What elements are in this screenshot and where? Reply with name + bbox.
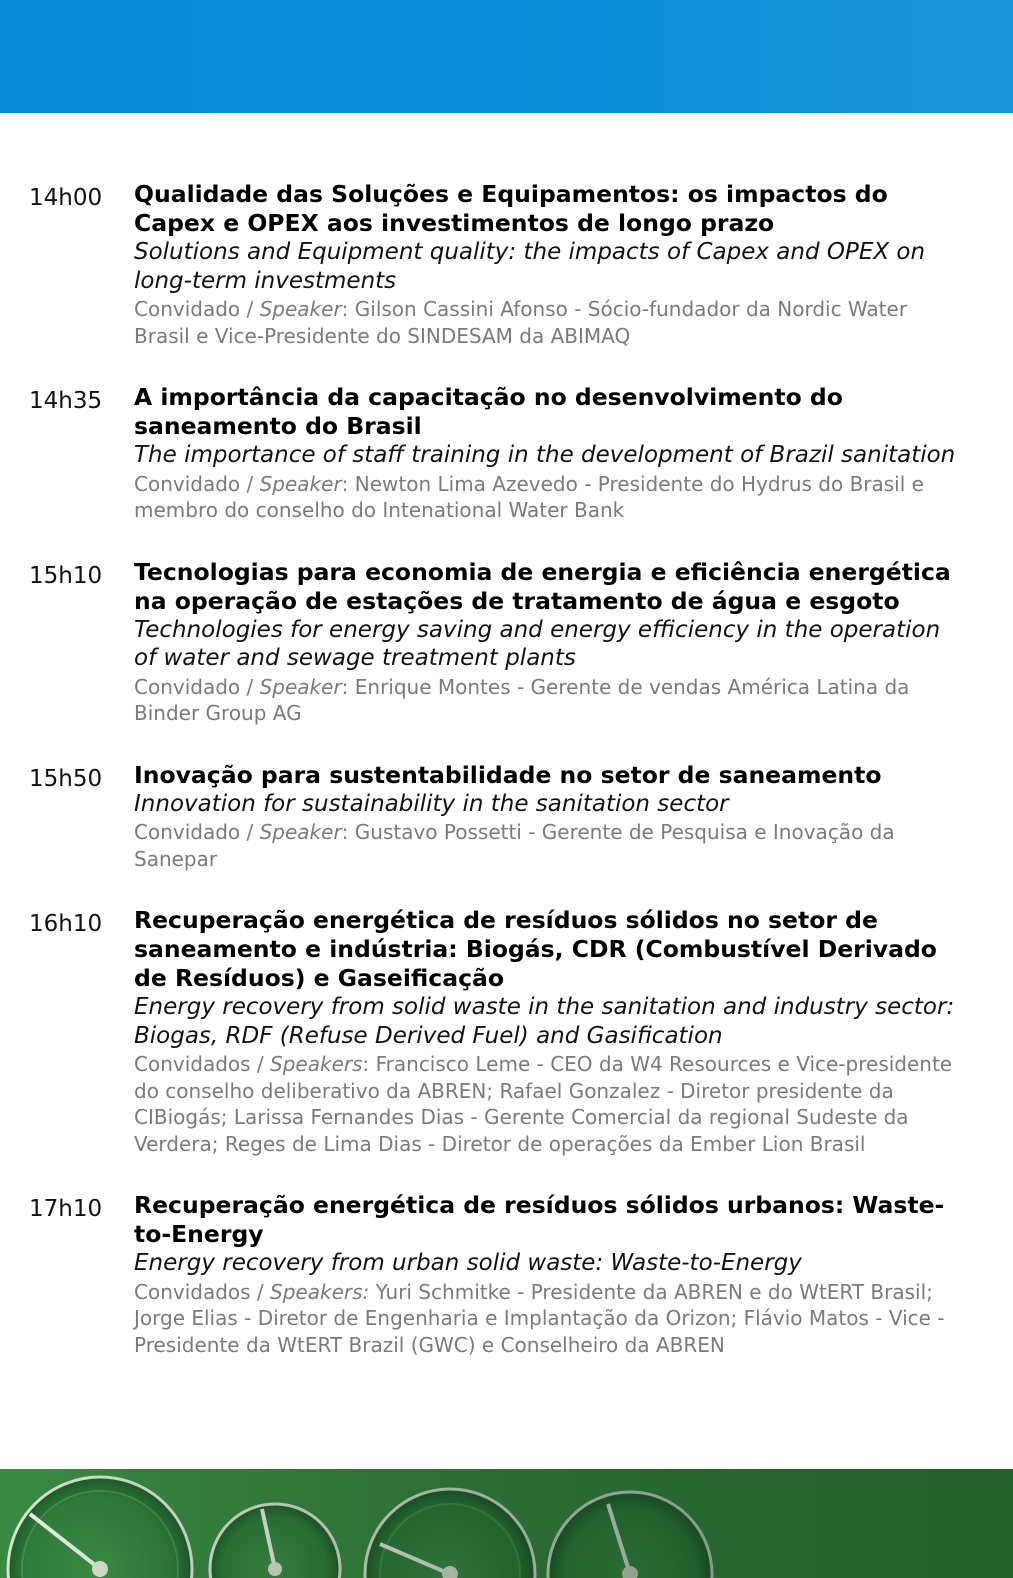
- session-title-en: Innovation for sustainability in the sanitation sector: [134, 790, 729, 817]
- speaker-label-en: Speaker: [259, 674, 342, 699]
- speaker-label-en: Speaker: [259, 471, 342, 496]
- treatment-tanks-illustration: [0, 1469, 1013, 1578]
- speaker-label-en: Speaker: [259, 820, 342, 844]
- session-speakers: [134, 1051, 969, 1157]
- speaker-label-pt: Convidado: [134, 820, 241, 844]
- session-title-pt: A importância da capacitação no desenvolvimento do saneamento do Brasil: [134, 383, 843, 440]
- speaker-label-sep: /: [250, 1052, 271, 1076]
- session-title-pt: Inovação para sustentabilidade no setor de saneamento: [134, 760, 882, 789]
- session-item: [0, 558, 1013, 727]
- speaker-label-en: Speaker: [259, 297, 342, 321]
- speaker-label-pt: Convidado: [134, 471, 241, 496]
- speaker-names: : Newton Lima Azevedo - Presidente do Hydrus do Brasil e membro do conselho do Intenational Water Bank: [134, 471, 924, 522]
- session-title-pt: Qualidade das Soluções e Equipamentos: os impactos do Capex e OPEX aos investimentos de longo prazo: [134, 180, 888, 237]
- session-title-en: Solutions and Equipment quality: the impacts of Capex and OPEX on long-term investments: [134, 239, 926, 294]
- speaker-label-en: Speakers:: [270, 1279, 370, 1304]
- session-title-pt: Recuperação energética de resíduos sólidos no setor de saneamento e indústria: Biogás, CDR (Combustível Derivado de Resíduos) e Gaseificação: [134, 906, 937, 992]
- session-content: [134, 180, 969, 349]
- speaker-names: Yuri Schmitke - Presidente da ABREN e do WtERT Brasil; Jorge Elias - Diretor de Engenharia e Implantação da Orizon; Flávio Matos - Vice -Presidente da WtERT Brazil (GWC) e Conselheiro da ABREN: [134, 1279, 945, 1357]
- session-content: [134, 761, 969, 873]
- speaker-label-en: Speakers: [270, 1052, 363, 1076]
- speaker-label-sep: /: [250, 1279, 271, 1304]
- session-time: 15h10: [29, 562, 103, 589]
- session-speakers: [134, 471, 969, 524]
- session-time: 17h10: [29, 1196, 103, 1222]
- speaker-label-pt: Convidados: [134, 1052, 251, 1076]
- speaker-label-sep: /: [240, 297, 260, 321]
- session-time: 14h35: [29, 388, 103, 414]
- speaker-label-pt: Convidado: [134, 297, 241, 321]
- session-title-en: The importance of staff training in the development of Brazil sanitation: [134, 442, 956, 468]
- speaker-names: : Enrique Montes - Gerente de vendas América Latina da Binder Group AG: [134, 674, 910, 725]
- session-title-pt: Recuperação energética de resíduos sólidos urbanos: Waste-to-Energy: [134, 1191, 945, 1248]
- session-item: [0, 906, 1013, 1157]
- session-speakers: [134, 674, 969, 727]
- speaker-label-sep: /: [240, 674, 260, 699]
- speaker-label-pt: Convidados: [134, 1279, 251, 1304]
- session-title-en: Energy recovery from urban solid waste: Waste-to-Energy: [134, 1250, 802, 1276]
- session-content: [134, 906, 969, 1157]
- session-title-en: Energy recovery from solid waste in the sanitation and industry sector: Biogas, RDF (Refuse Derived Fuel) and Gasification: [134, 994, 955, 1049]
- header-banner: [0, 0, 1013, 113]
- session-time: 14h00: [29, 185, 103, 211]
- session-item: [0, 761, 1013, 873]
- footer-treatment-plant-image: [0, 1469, 1013, 1578]
- session-speakers: [134, 296, 969, 349]
- session-speakers: [134, 819, 969, 872]
- session-time: 16h10: [29, 911, 103, 937]
- speaker-names: : Gustavo Possetti - Gerente de Pesquisa e Inovação da Sanepar: [134, 820, 895, 871]
- speaker-label-sep: /: [240, 820, 260, 844]
- session-speakers: [134, 1279, 969, 1359]
- session-item: [0, 1191, 1013, 1358]
- speaker-label-sep: /: [240, 471, 260, 496]
- speaker-names: : Gilson Cassini Afonso - Sócio-fundador da Nordic Water Brasil e Vice-Presidente do SINDESAM da ABIMAQ: [134, 297, 908, 348]
- session-title-pt: Tecnologias para economia de energia e eficiência energética na operação de estações de tratamento de água e esgoto: [134, 557, 951, 615]
- session-title-en: Technologies for energy saving and energy efficiency in the operation of water and sewage treatment plants: [134, 616, 941, 671]
- speaker-names: : Francisco Leme - CEO da W4 Resources e Vice-presidente do conselho deliberativo da ABREN; Rafael Gonzalez - Diretor presidente da CIBiogás; Larissa Fernandes Dias - Gerente Comercial da regional Sudeste da Verdera; Reges de Lima Dias - Diretor de operações da Ember Lion Brasil: [134, 1052, 953, 1156]
- session-item: [0, 180, 1013, 349]
- speaker-label-pt: Convidado: [134, 674, 241, 699]
- session-content: [134, 1191, 969, 1358]
- session-content: [134, 383, 969, 524]
- schedule-list: [0, 180, 1013, 1392]
- session-time: 15h50: [29, 765, 103, 792]
- session-item: [0, 383, 1013, 524]
- session-content: [134, 558, 969, 727]
